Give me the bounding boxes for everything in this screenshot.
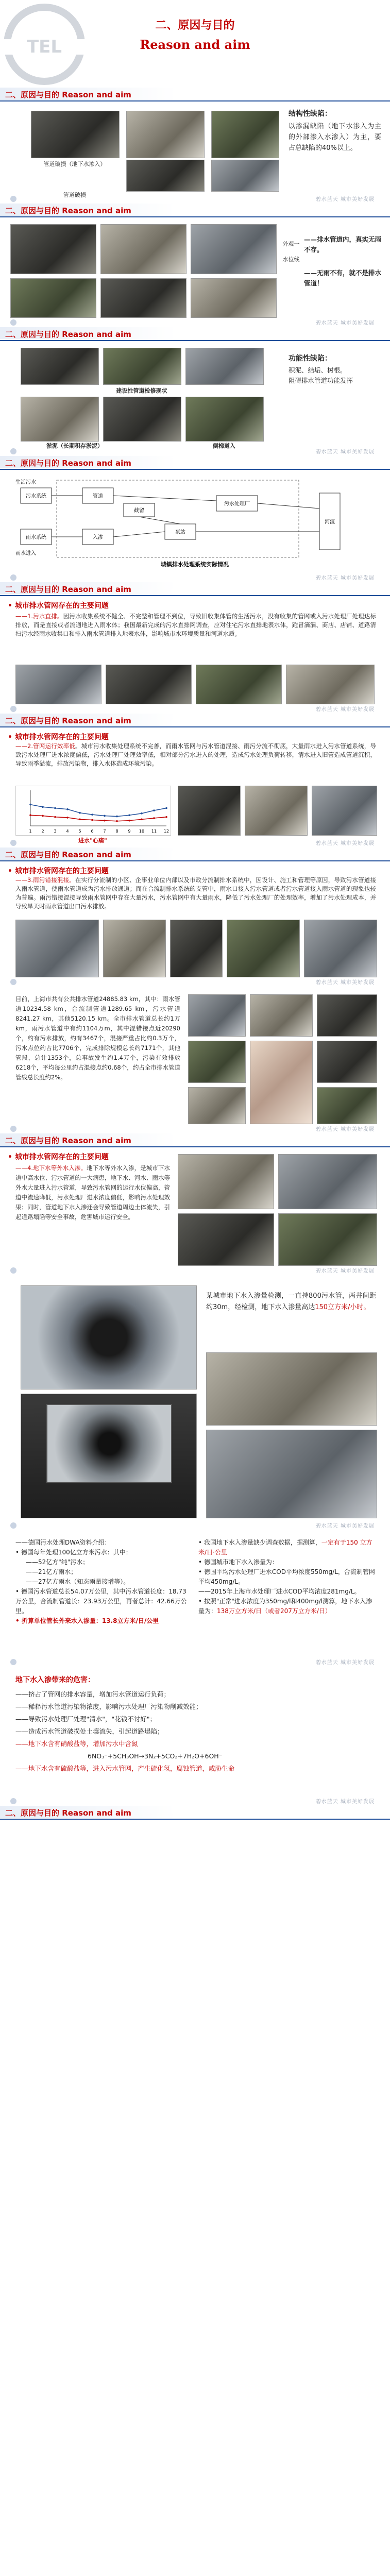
section-header xyxy=(0,327,390,341)
footer-brand: 碧水蓝天 城市美好发展 xyxy=(315,449,375,455)
data-point xyxy=(54,807,56,809)
stats-photo-7 xyxy=(188,1087,246,1124)
external-water-photo-1 xyxy=(178,1154,274,1209)
section-header-text: 二、原因与目的 Reason and aim xyxy=(5,90,131,99)
discharge-photo-3 xyxy=(196,665,282,704)
chart-caption: 进水"心痛" xyxy=(78,837,107,844)
pipe-photo-5 xyxy=(211,160,279,192)
defect-heading: 结构性缺陷： xyxy=(289,110,332,118)
influent-line-chart xyxy=(15,786,171,836)
x-tick-label: 4 xyxy=(66,829,69,834)
footer-logo xyxy=(10,1126,16,1132)
svg-text:污水系统: 污水系统 xyxy=(26,494,46,499)
series-line-bod xyxy=(30,815,166,821)
efficiency-label: ——2.管网运行效率低 xyxy=(15,742,75,750)
caption-sediment: 淤泥（长期积存淤泥） xyxy=(46,443,103,449)
footer xyxy=(0,977,390,987)
footer-logo xyxy=(10,840,16,846)
footer-brand: 碧水蓝天 城市美好发展 xyxy=(315,1660,375,1666)
node-pump-station xyxy=(165,524,196,539)
china-red-1: 一定有于150 立方米/日·公里 xyxy=(198,1539,372,1556)
svg-text:入渗: 入渗 xyxy=(93,535,103,540)
footer-brand: 碧水蓝天 城市美好发展 xyxy=(315,841,375,846)
pipe-photo-3 xyxy=(211,111,279,158)
cover-title-en: Reason and aim xyxy=(140,37,250,52)
data-point xyxy=(165,807,167,809)
footer-logo xyxy=(10,1798,16,1804)
china-line-2: • 德国城市地下水入渗量为： xyxy=(198,1558,278,1566)
x-tick-label: 12 xyxy=(163,829,169,834)
direct-discharge-paragraph xyxy=(15,612,376,638)
x-tick-label: 2 xyxy=(41,829,44,834)
footer-brand: 碧水蓝天 城市美好发展 xyxy=(315,1799,375,1805)
caption-reverse-slope: 倒梯道入 xyxy=(213,443,235,449)
section-header-text: 二、原因与目的 Reason and aim xyxy=(5,850,131,859)
svg-text:河流: 河流 xyxy=(325,519,335,525)
section-header xyxy=(0,848,390,861)
slide-functional-defects xyxy=(0,327,390,456)
data-point xyxy=(141,812,143,815)
x-tick-label: 6 xyxy=(91,829,94,834)
svg-text:截留: 截留 xyxy=(134,508,144,514)
section-header-text: 二、原因与目的 Reason and aim xyxy=(5,330,131,339)
section-header-text: 二、原因与目的 Reason and aim xyxy=(5,585,131,594)
caption-pipe-damage: 管道破损 xyxy=(63,192,86,198)
footer-brand: 碧水蓝天 城市美好发展 xyxy=(315,980,375,986)
data-point xyxy=(29,815,31,817)
node-interception xyxy=(124,503,155,517)
x-tick-label: 1 xyxy=(29,829,32,834)
footer-logo xyxy=(10,1659,16,1665)
infiltration-photo-6 xyxy=(191,278,277,318)
x-tick-label: 5 xyxy=(78,829,81,834)
functional-line-1: 积泥、结垢、树根。 xyxy=(289,366,347,374)
caption-inspection-status: 建设性管道检修现状 xyxy=(116,387,167,394)
china-line-4: ——2015年上海市水处理厂进水COD平均浓度281mg/L。 xyxy=(198,1588,361,1595)
data-point xyxy=(116,816,118,818)
infiltration-photo-2 xyxy=(100,224,186,274)
germany-line-red: • 折算单位管长外来水入渗量：13.8立方米/日/公里 xyxy=(15,1617,159,1624)
node-domestic-sewage xyxy=(15,479,36,485)
harms-list xyxy=(15,1688,376,1775)
direct-discharge-text: 因污水收集系统不健全、不完整和管理不到位，导致旧收集体管的生活污水，没有收集的管网或入污水处理厂处理达标排放，而是直接或者流通地进入雨水体；我国最新完成的污水直排网调查，应对住宅污水直排地表水体，跑冒滴漏、商店、店铺、道路清扫污水经雨水收集口和排入雨水管道排入地表水体，影响城市水环境质量和河道水质。 xyxy=(15,613,376,637)
data-point xyxy=(91,814,93,816)
slide-germany-comparison xyxy=(0,1530,390,1667)
infiltration-photo-4 xyxy=(10,278,96,318)
stats-photo-1 xyxy=(188,994,246,1037)
sediment-photo-5 xyxy=(103,397,181,442)
svg-text:雨水系统: 雨水系统 xyxy=(26,535,46,540)
footer-logo xyxy=(10,1522,16,1529)
china-list xyxy=(198,1538,376,1616)
direct-discharge-label: ——1.污水直排。 xyxy=(15,613,63,620)
footer-brand: 碧水蓝天 城市美好发展 xyxy=(315,197,375,202)
pipe-photo-2 xyxy=(126,111,205,158)
slide-infiltration-harms xyxy=(0,1667,390,1806)
footer-logo xyxy=(10,979,16,985)
sediment-photo-2 xyxy=(103,348,181,385)
section-header xyxy=(0,204,390,217)
label-appearance: 外观一 xyxy=(282,241,300,247)
discharge-photo-4 xyxy=(286,665,375,704)
stats-photo-4 xyxy=(188,1041,246,1083)
svg-text:生活污水: 生活污水 xyxy=(15,480,36,485)
shanghai-stats-paragraph: 目前，上海市共有公共排水管道24885.83 km，其中：雨水管道10234.58 km，合流制管道1289.65 km，污水管道8241.27 km，其他5120.15 km。全市排水管道总长约1万km，雨污水管道中有约1104万m，其中混错接点近20290个，约有污水排放，约有3467个，混接严重占比约0.3万个，污水点位约占比7706个，完成排除规模总长约7171个，其他管段，总计1353个，总事故发生约1.4万个，污染有效排放6218个，平均每公里约占混接点约0.68个，约占全市排水管道管线总长度约2%。 xyxy=(15,995,180,1081)
slide-continued xyxy=(0,1806,390,1826)
data-point xyxy=(42,806,44,808)
stats-photo-6 xyxy=(317,1041,377,1083)
slide-structural-defects xyxy=(0,88,390,204)
data-point xyxy=(91,819,93,821)
measurement-value: 150立方米/小时。 xyxy=(315,1303,370,1311)
infiltration-line-2: ——无雨不有，就不是排水管道！ xyxy=(304,269,382,287)
efficiency-paragraph xyxy=(15,742,376,768)
efficiency-photo-1 xyxy=(178,786,241,836)
svg-text:雨水进入: 雨水进入 xyxy=(15,551,36,556)
slide-infiltration xyxy=(0,204,390,327)
node-rain-entry xyxy=(15,550,36,556)
logo-text: TEL xyxy=(26,37,62,57)
germany-line-5: ——27亿方雨水（知态雨量接增等）。 xyxy=(26,1578,130,1585)
misconnection-paragraph xyxy=(15,876,376,911)
data-point xyxy=(128,815,130,817)
discharge-photo-2 xyxy=(106,665,192,704)
section-header-text: 二、原因与目的 Reason and aim xyxy=(5,206,131,215)
external-water-photo-3 xyxy=(178,1213,274,1266)
slide-misconnection xyxy=(0,848,390,987)
footer-logo xyxy=(10,574,16,581)
svg-text:泵站: 泵站 xyxy=(175,530,185,535)
x-tick-label: 7 xyxy=(103,829,106,834)
data-point xyxy=(79,812,81,814)
harm-line-3: ——导致污水处理厂处理"清水"，"花钱不讨好"； xyxy=(15,1715,156,1723)
germany-line-6: • 德国污水管道总长54.07万公里，其中污水管道长度：18.73万公里，合流制管道长：23.93万公里，再者总计：42.66万公里。 xyxy=(15,1588,187,1615)
functional-heading: 功能性缺陷： xyxy=(289,354,332,363)
sediment-photo-4 xyxy=(21,397,99,442)
slide-external-water xyxy=(0,1133,390,1275)
footer xyxy=(0,838,390,848)
data-point xyxy=(66,808,69,810)
pipe-photo-4 xyxy=(126,160,205,192)
efficiency-text: 。城市污水收集处理系统不完善，而雨水管网与污水管道混接、雨污分流不彻底，大量雨水进入污水管道系统，导致污水处理厂进水浓度偏低，污水处理厂处理效率低，相对部分污水进入的处理，造成污水处理负荷转移，清水进入旧管造成管道沉积，导致雨季溢流，排放污染物，排入水体造成环境污染。 xyxy=(15,742,376,767)
point-title: • 城市排水管网存在的主要问题 xyxy=(8,733,109,741)
cctv-screen xyxy=(46,1404,172,1483)
defect-body: 以渗漏缺陷（地下水渗入为主的外部渗入水渗入）为主，要占总缺陷的40%以上。 xyxy=(289,123,381,152)
footer xyxy=(0,573,390,582)
footer xyxy=(0,1521,390,1530)
stats-photo-3 xyxy=(317,994,377,1037)
data-point xyxy=(79,819,81,821)
section-header xyxy=(0,582,390,596)
data-point xyxy=(153,809,155,811)
efficiency-photo-3 xyxy=(312,786,377,836)
slide-shanghai-stats xyxy=(0,987,390,1133)
footer-logo xyxy=(10,1267,16,1274)
efficiency-photo-2 xyxy=(245,786,308,836)
footer xyxy=(0,194,390,204)
section-header xyxy=(0,456,390,469)
germany-line-4: ——21亿方雨水； xyxy=(26,1568,77,1575)
harm-line-2: ——稀释污水管道污染物浓度，影响污水处理厂污染物削减效能； xyxy=(15,1703,202,1710)
infiltration-photo-5 xyxy=(100,278,186,318)
data-point xyxy=(153,817,155,819)
data-point xyxy=(165,816,167,818)
infiltration-line-1: ——排水管道内，真实无雨不存。 xyxy=(304,235,382,253)
misconnection-photo-5 xyxy=(304,920,377,977)
footer-brand: 碧水蓝天 城市美好发展 xyxy=(315,1127,375,1132)
point-title: • 城市排水管网存在的主要问题 xyxy=(8,1153,109,1161)
drainage-system-diagram xyxy=(0,472,390,570)
harm-line-red-1: ——地下水含有硝酸盐等，增加污水中含氮 xyxy=(15,1740,138,1748)
harm-line-1: ——挤占了管网的排水容量，增加污水管道运行负荷； xyxy=(15,1690,171,1698)
x-tick-label: 8 xyxy=(115,829,118,834)
sediment-photo-3 xyxy=(185,348,264,385)
harm-line-red-2: ——地下水含有硫酸盐等，进入污水管网，产生硫化氢，腐蚀管道，威胁生命 xyxy=(15,1765,235,1772)
external-water-photo-4 xyxy=(278,1213,377,1266)
germany-line-3: ——52亿方"纯"污水； xyxy=(26,1558,89,1566)
footer xyxy=(0,1797,390,1806)
footer-logo xyxy=(10,196,16,202)
node-pipeline xyxy=(82,488,113,503)
footer-brand: 碧水蓝天 城市美好发展 xyxy=(315,1523,375,1529)
data-point xyxy=(104,815,106,817)
footer xyxy=(0,1657,390,1667)
external-water-paragraph xyxy=(15,1163,170,1222)
infiltration-photo-1 xyxy=(10,224,96,274)
data-point xyxy=(42,815,44,817)
svg-text:污水处理厂: 污水处理厂 xyxy=(224,501,250,507)
footer-brand: 碧水蓝天 城市美好发展 xyxy=(315,575,375,581)
cover-title-cn: 二、原因与目的 xyxy=(155,19,235,32)
infiltration-photo-3 xyxy=(191,224,277,274)
germany-line-1: ——德国污水处理DWA资料介绍： xyxy=(15,1539,111,1546)
harm-formula: 6NO₃⁻+5CH₃OH→3N₂+5CO₂+7H₂O+6OH⁻ xyxy=(88,1752,223,1760)
data-point xyxy=(104,820,106,822)
x-tick-label: 9 xyxy=(128,829,131,834)
misconnection-photo-3 xyxy=(170,920,223,977)
section-header-text: 二、原因与目的 Reason and aim xyxy=(5,1808,131,1818)
point-title: • 城市排水管网存在的主要问题 xyxy=(8,602,109,610)
footer xyxy=(0,447,390,456)
footer-brand: 碧水蓝天 城市美好发展 xyxy=(315,320,375,326)
external-water-text: 地下水等外水入渗，是城市下水道中高水位、污水管道的一大病患，地下水、河水、雨水等外水大量进入污水管道，导致污水管网的运行水位偏高，管道中流速降低，污水处理厂进水浓度偏低，影响污水处理效果；同时，管道地下水入渗还会导致管道周边土体流失，引起道路塌陷等安全事故，危害城市运行安全。 xyxy=(15,1164,170,1221)
harms-heading: 地下水入渗带来的危害： xyxy=(15,1676,95,1684)
misconnection-photo-4 xyxy=(227,920,300,977)
slide-direct-discharge xyxy=(0,582,390,714)
measurement-photo-2 xyxy=(206,1430,377,1518)
china-red-2: 138万立方米/日（或者207万立方米/日） xyxy=(217,1607,331,1615)
svg-text:管道: 管道 xyxy=(93,494,103,499)
x-tick-label: 10 xyxy=(139,829,145,834)
x-tick-label: 11 xyxy=(151,829,157,834)
section-header-text: 二、原因与目的 Reason and aim xyxy=(5,459,131,468)
data-point xyxy=(66,817,69,819)
misconnection-label: ——3.雨污错接混接。 xyxy=(15,876,75,884)
measurement-paragraph xyxy=(206,1291,376,1313)
china-line-5: • 按照"正常"进水浓度为350mg/l和400mg/l测算，地下水入渗量为：138万立方米/日（或者207万立方米/日） xyxy=(198,1598,372,1615)
data-point xyxy=(116,820,118,822)
stats-photo-8 xyxy=(317,1087,377,1124)
functional-line-2: 阻碍排水管道功能发挥 xyxy=(289,377,353,384)
footer-brand: 碧水蓝天 城市美好发展 xyxy=(315,1268,375,1274)
stats-photo-5 xyxy=(250,1041,313,1124)
section-header-text: 二、原因与目的 Reason and aim xyxy=(5,1136,131,1145)
section-header xyxy=(0,1806,390,1819)
sediment-photo-1 xyxy=(21,348,99,385)
slide-infiltration-measurement xyxy=(0,1275,390,1530)
measurement-photo-1 xyxy=(206,1352,377,1426)
external-water-label: ——4.地下水等外水入渗。 xyxy=(15,1164,87,1172)
footer-brand: 碧水蓝天 城市美好发展 xyxy=(315,707,375,713)
node-sewage-system xyxy=(21,488,52,503)
stats-photo-2 xyxy=(250,994,313,1037)
china-line-3: • 德国平均污水处理厂进水COD平均浓度550mg/L，合流制管网平均450mg/L。 xyxy=(198,1568,375,1585)
node-infiltration xyxy=(82,529,113,545)
node-river xyxy=(319,493,340,550)
cover-slide xyxy=(0,0,390,88)
x-tick-label: 3 xyxy=(54,829,57,834)
measurement-text: 某城市地下水入渗量检测，一直持800污水管，两井间距约30m，经检测，地下水入渗量高达 xyxy=(206,1292,376,1311)
external-water-photo-2 xyxy=(278,1154,377,1209)
pipe-photo-1 xyxy=(31,111,120,158)
data-point xyxy=(128,820,130,822)
data-point xyxy=(54,816,56,818)
footer-logo xyxy=(10,319,16,326)
sediment-photo-6 xyxy=(185,397,264,442)
slide-low-efficiency xyxy=(0,714,390,848)
node-rain-system xyxy=(21,529,52,545)
section-header xyxy=(0,88,390,101)
misconnection-photo-1 xyxy=(15,920,99,977)
harm-line-4: ——造成污水管道破损处土壤流失，引起道路塌陷； xyxy=(15,1727,164,1735)
section-header xyxy=(0,1133,390,1147)
data-point xyxy=(29,804,31,806)
data-point xyxy=(141,819,143,821)
discharge-photo-1 xyxy=(15,665,101,704)
diagram-caption: 城镇排水处理系统实际情况 xyxy=(161,561,229,568)
series-line-cod xyxy=(30,805,166,817)
section-header xyxy=(0,714,390,727)
footer xyxy=(0,704,390,714)
label-water-line: 水位线 xyxy=(282,256,300,263)
section-header-text: 二、原因与目的 Reason and aim xyxy=(5,716,131,725)
caption-pipe-damage-infiltration: 管道破损（地下水渗入） xyxy=(43,161,106,167)
slide-system-diagram xyxy=(0,456,390,582)
footer xyxy=(0,318,390,327)
footer-logo xyxy=(10,448,16,454)
node-treatment-plant xyxy=(216,496,258,511)
footer xyxy=(0,1266,390,1275)
misconnection-text: 在实行分流制的小区、企事业单位内部以及市政分流制排水系统中，因设计、施工和管理等原因，导致污水管道接入雨水管道，使雨水管道成为污水排放通道；而在合流制排水系统的支管中，雨水口接入污水管道或者污水管道接入雨水管道的现象也较为普遍。雨污错接混接导致雨水管网中存在大量污水，污水管网中有大量雨水，降低了污水处理厂的处理效率，增加了污水处理成本，并导致旱天时雨水管道出口污水排放。 xyxy=(15,876,376,910)
point-title: • 城市排水管网存在的主要问题 xyxy=(8,867,109,875)
germany-line-2: • 德国每年处理100亿立方米污水：其中： xyxy=(15,1549,132,1556)
cctv-image-1 xyxy=(21,1285,197,1389)
germany-list xyxy=(15,1538,191,1626)
footer-logo xyxy=(10,706,16,712)
misconnection-photo-2 xyxy=(103,920,166,977)
china-line-1: • 我国地下水入渗量缺少调查数据，据测算，一定有于150 立方米/日·公里 xyxy=(198,1539,372,1556)
footer xyxy=(0,1124,390,1133)
